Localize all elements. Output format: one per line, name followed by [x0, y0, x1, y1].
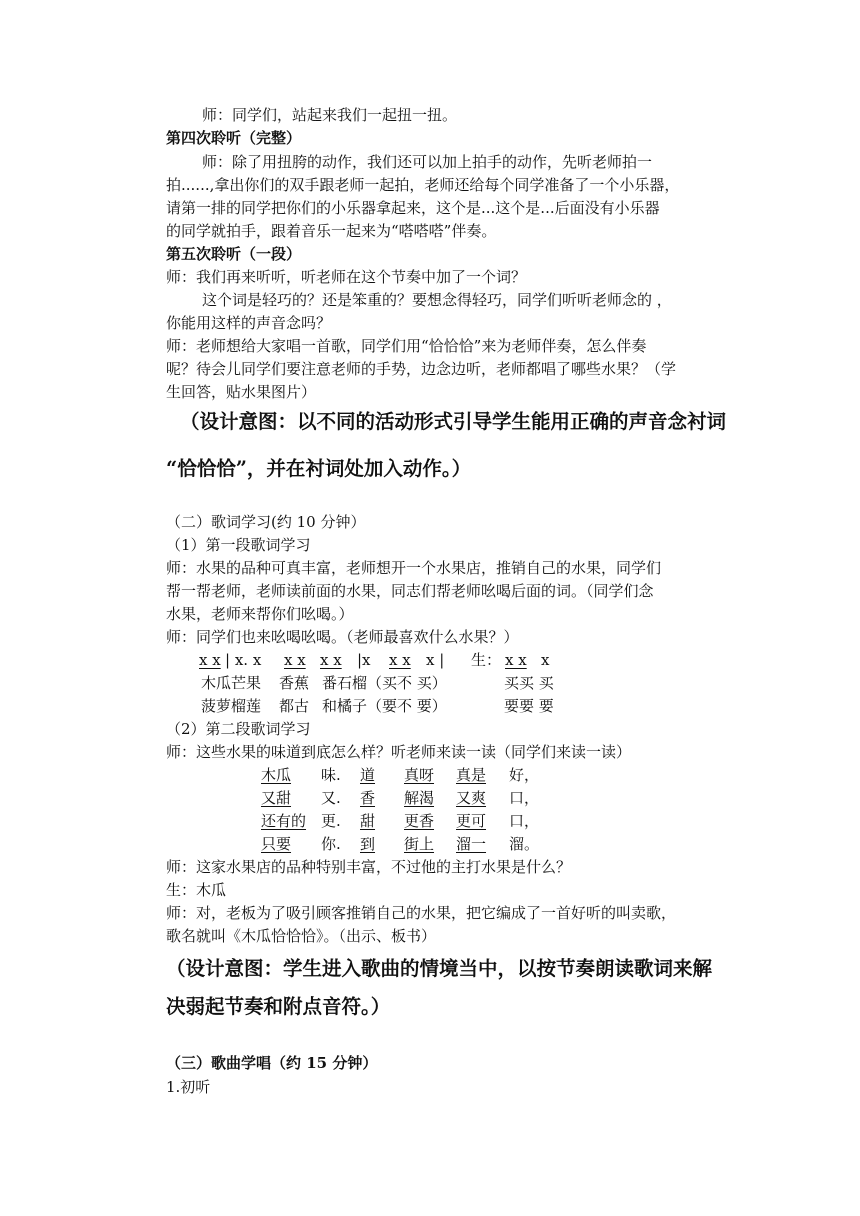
rhythm-note: x x	[320, 651, 342, 669]
table-cell: 溜一	[456, 835, 487, 853]
paragraph: 师：同学们，站起来我们一起扭一扭。	[202, 106, 458, 124]
table-cell: 只要	[261, 835, 292, 853]
table-cell: 又.	[321, 789, 341, 807]
rhythm-note: |x	[357, 651, 371, 669]
paragraph: 呢？待会儿同学们要注意老师的手势，边念边听，老师都唱了哪些水果？（学	[166, 360, 677, 378]
table-cell: 口，	[509, 812, 540, 830]
table-cell: 甜	[360, 812, 376, 830]
paragraph: 师：对，老板为了吸引顾客推销自己的水果，把它编成了一首好听的叫卖歌，	[166, 904, 677, 922]
rhythm-note: | x. x	[225, 651, 262, 669]
section-heading: （二）歌词学习(约 10 分钟）	[166, 513, 366, 531]
table-cell: 溜。	[509, 835, 540, 853]
subsection-heading: （1）第一段歌词学习	[166, 536, 311, 554]
table-cell: 好，	[509, 766, 540, 784]
table-cell: 更.	[321, 812, 341, 830]
table-cell: 解渴	[404, 789, 435, 807]
table-cell: 口，	[509, 789, 540, 807]
lyric-cell: 菠萝榴莲	[201, 697, 262, 715]
subsection-heading: 1.初听	[166, 1078, 211, 1096]
subsection-heading: （2）第二段歌词学习	[166, 720, 311, 738]
paragraph: 师：同学们也来吆喝吆喝。（老师最喜欢什么水果？）	[166, 628, 519, 646]
table-cell: 又甜	[261, 789, 292, 807]
student-label: 生：	[471, 651, 502, 669]
lyric-cell: 和橘子（要不 要）	[322, 697, 447, 715]
table-cell: 更香	[404, 812, 435, 830]
rhythm-note: x x	[199, 651, 221, 669]
lyric-cell: 番石榴（买不 买）	[322, 674, 447, 692]
paragraph: 拍......,拿出你们的双手跟老师一起拍，老师还给每个同学准备了一个小乐器，	[166, 176, 680, 194]
design-intent-note: （设计意图：学生进入歌曲的情境当中，以按节奏朗读歌词来解	[166, 957, 713, 980]
section-heading: （三）歌曲学唱（约 15 分钟）	[166, 1054, 378, 1072]
table-cell: 更可	[456, 812, 487, 830]
table-cell: 你.	[321, 835, 341, 853]
table-cell: 街上	[404, 835, 435, 853]
design-intent-note: （设计意图：以不同的活动形式引导学生能用正确的声音念衬词	[180, 410, 727, 433]
paragraph: 帮一帮老师，老师读前面的水果，同志们帮老师吆喝后面的词。（同学们念	[166, 582, 654, 600]
table-cell: 到	[360, 835, 376, 853]
paragraph: 的同学就拍手，跟着音乐一起来为“嗒嗒嗒”伴奏。	[166, 222, 497, 240]
table-cell: 味.	[321, 766, 341, 784]
paragraph: 师：除了用扭胯的动作，我们还可以加上拍手的动作，先听老师拍一	[202, 153, 653, 171]
lyric-cell: 要要 要	[504, 697, 554, 715]
paragraph: 生：木瓜	[166, 881, 227, 899]
section-heading: 第五次聆听（一段）	[166, 245, 302, 263]
lyric-cell: 香蕉	[279, 674, 310, 692]
rhythm-note: x	[541, 651, 550, 669]
paragraph: 歌名就叫《木瓜恰恰恰》。（出示、板书）	[166, 927, 437, 945]
paragraph: 这个词是轻巧的？还是笨重的？要想念得轻巧，同学们听听老师念的 ，	[202, 291, 672, 309]
table-cell: 道	[360, 766, 376, 784]
lyric-cell: 买买 买	[504, 674, 554, 692]
rhythm-note: x x	[284, 651, 306, 669]
lyric-cell: 木瓜芒果	[201, 674, 262, 692]
section-heading: 第四次聆听（完整）	[166, 129, 302, 147]
paragraph: 请第一排的同学把你们的小乐器拿起来，这个是...这个是...后面没有小乐器	[166, 199, 660, 217]
table-cell: 还有的	[261, 812, 307, 830]
rhythm-note: x x	[505, 651, 527, 669]
paragraph: 生回答，贴水果图片）	[166, 383, 317, 401]
table-cell: 真是	[456, 766, 487, 784]
paragraph: 师：这些水果的味道到底怎么样？听老师来读一读（同学们来读一读）	[166, 743, 632, 761]
table-cell: 又爽	[456, 789, 487, 807]
rhythm-note: x |	[426, 651, 445, 669]
design-intent-note: “恰恰恰”，并在衬词处加入动作。）	[166, 457, 472, 480]
design-intent-note: 决弱起节奏和附点音符。）	[166, 995, 391, 1018]
paragraph: 师：老师想给大家唱一首歌，同学们用“恰恰恰”来为老师伴奏，怎么伴奏	[166, 337, 647, 355]
paragraph: 师：这家水果店的品种特别丰富，不过他的主打水果是什么？	[166, 858, 572, 876]
table-cell: 木瓜	[261, 766, 292, 784]
paragraph: 你能用这样的声音念吗？	[166, 314, 332, 332]
rhythm-note: x x	[389, 651, 411, 669]
paragraph: 师：水果的品种可真丰富，老师想开一个水果店，推销自己的水果，同学们	[166, 559, 662, 577]
lyric-cell: 都古	[279, 697, 310, 715]
table-cell: 真呀	[404, 766, 435, 784]
paragraph: 水果，老师来帮你们吆喝。）	[166, 605, 354, 623]
table-cell: 香	[360, 789, 376, 807]
paragraph: 师：我们再来听听，听老师在这个节奏中加了一个词？	[166, 268, 527, 286]
